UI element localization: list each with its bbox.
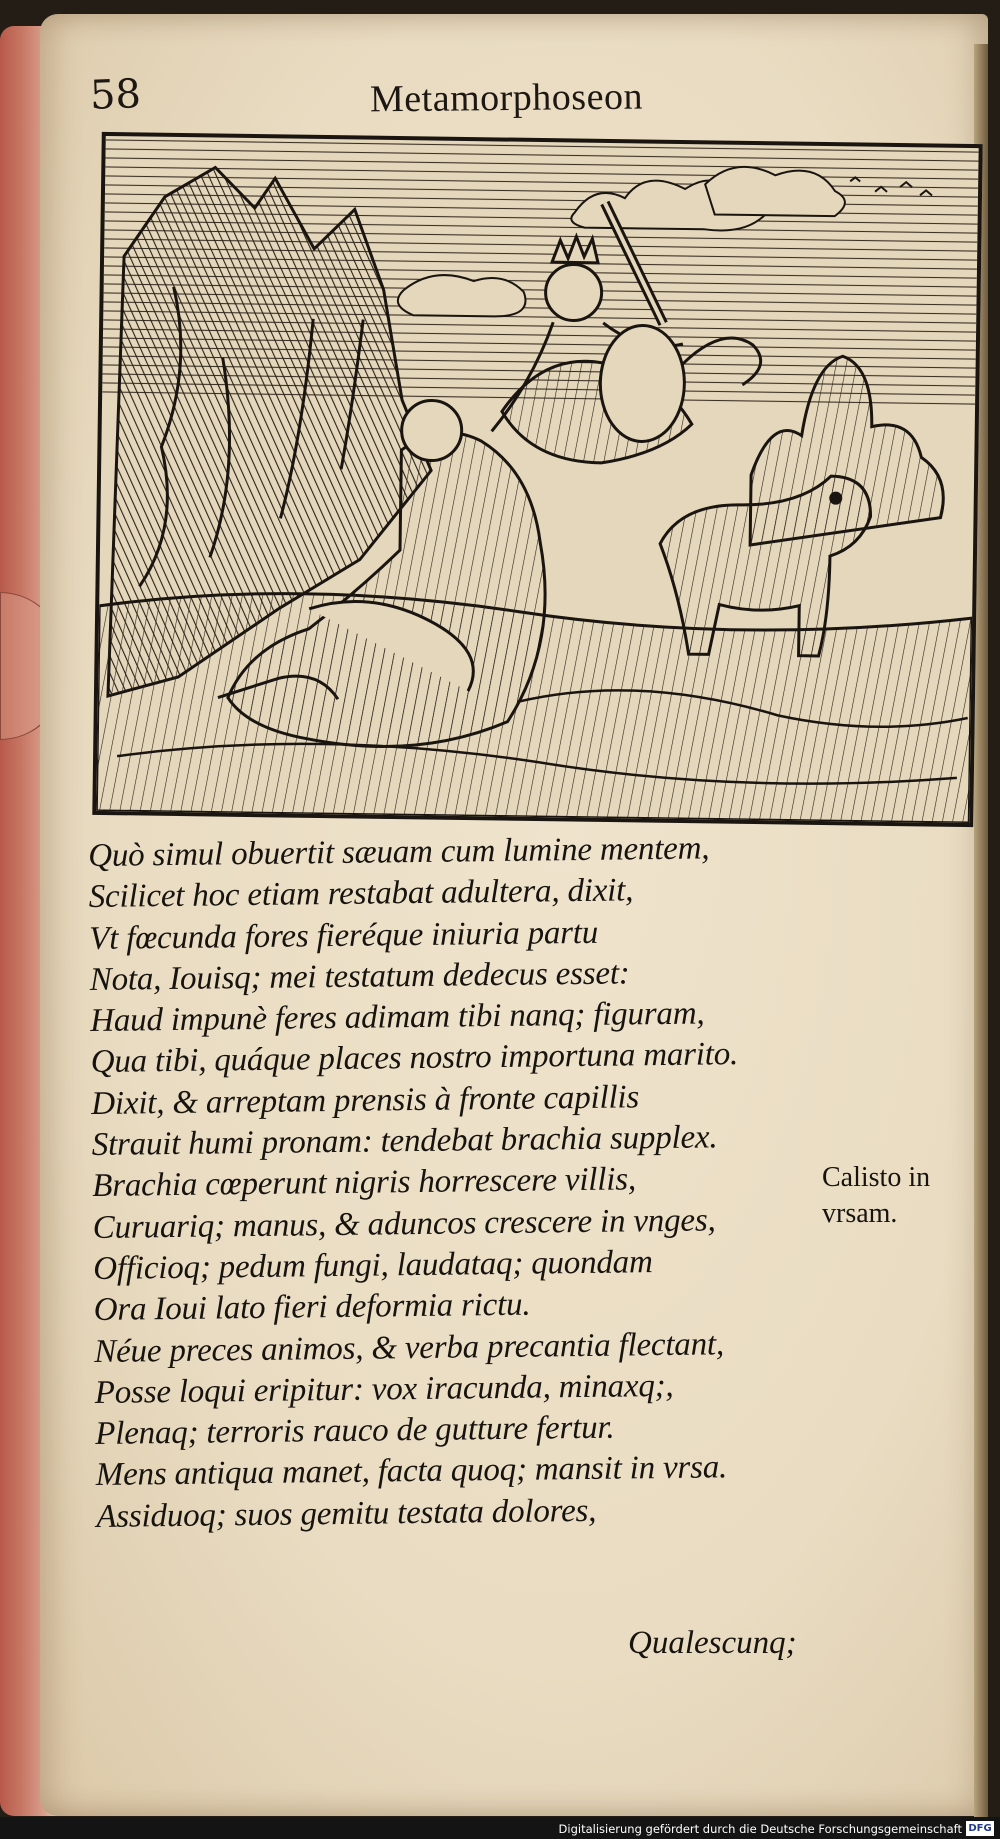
verse-line: Nota, Iouisq; mei testatum dedecus esset: — [89, 955, 630, 998]
verse-line: Strauit humi pronam: tendebat brachia supplex. — [91, 1119, 718, 1164]
woodcut-engraving — [96, 136, 978, 823]
catchword: Qualescunq; — [628, 1625, 797, 1661]
shield — [600, 325, 686, 442]
verse-line: Mens antiqua manet, facta quoq; mansit in vrsa. — [95, 1449, 728, 1494]
verse-line: Ora Ioui lato fieri deformia rictu. — [93, 1286, 531, 1329]
page-number: 58 — [89, 71, 142, 119]
verse-line: Curuariq; manus, & aduncos crescere in vnges, — [92, 1202, 716, 1246]
footer-bar — [0, 1817, 1000, 1839]
verse-line: Officioq; pedum fungi, laudataq; quondam — [93, 1244, 653, 1287]
marginal-note-line: Calisto in — [822, 1162, 931, 1193]
marginal-note-line: vrsam. — [822, 1198, 898, 1229]
verse-line: Quò simul obuertit sæuam cum lumine mentem, — [88, 830, 710, 874]
verse-line: Vt fœcunda fores fieréque iniuria partu — [89, 914, 599, 957]
verse-line: Haud impunè feres adimam tibi nanq; figuram, — [90, 995, 705, 1040]
verse-block — [88, 828, 777, 1538]
verse-line: Néue preces animos, & verba precantia flectant, — [94, 1325, 725, 1370]
marginal-note — [822, 1160, 952, 1232]
woodcut-illustration — [92, 132, 982, 827]
verse-line: Posse loqui eripitur: vox iracunda, minaxq;, — [94, 1367, 674, 1411]
verse-line: Assiduoq; suos gemitu testata dolores, — [96, 1492, 597, 1535]
dfg-logo: DFG — [966, 1821, 994, 1836]
digitization-credit: Digitalisierung gefördert durch die Deutsche Forschungsgemeinschaft — [558, 1822, 962, 1836]
verse-line: Plenaq; terroris rauco de gutture fertur. — [95, 1409, 615, 1453]
verse-line: Brachia cœperunt nigris horrescere villis, — [92, 1161, 637, 1205]
verse-line: Scilicet hoc etiam restabat adultera, dixit, — [88, 872, 634, 916]
running-title: Metamorphoseon — [369, 75, 644, 121]
verse-line: Dixit, & arreptam prensis à fronte capillis — [91, 1079, 640, 1122]
verse-line: Qua tibi, quáque places nostro importuna marito. — [90, 1036, 739, 1081]
